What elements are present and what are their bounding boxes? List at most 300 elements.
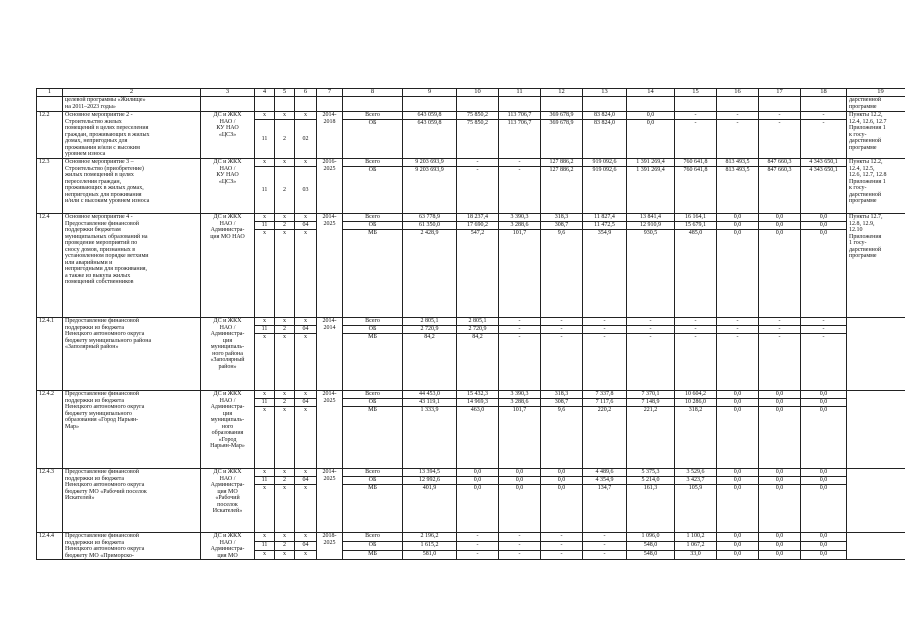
- value-cell: 463,0: [457, 407, 499, 469]
- column-header: 7: [317, 89, 343, 97]
- value-cell: 0,0: [717, 407, 759, 469]
- notes-cell: [847, 318, 905, 391]
- code-cell: x: [255, 407, 275, 469]
- value-cell: 0,0: [499, 485, 541, 533]
- column-header: 17: [759, 89, 801, 97]
- value-cell: -: [717, 120, 759, 159]
- code-cell: x: [295, 391, 317, 399]
- value-cell: -: [583, 533, 627, 542]
- value-cell: 0,0: [759, 214, 801, 222]
- value-cell: 113 706,7: [499, 112, 541, 120]
- value-cell: -: [457, 159, 499, 167]
- value-cell: 221,2: [627, 407, 675, 469]
- value-cell: -: [675, 326, 717, 334]
- table-cell: [201, 97, 255, 112]
- value-cell: 0,0: [627, 112, 675, 120]
- code-cell: x: [275, 485, 295, 533]
- value-cell: 643 059,8: [403, 112, 457, 120]
- value-cell: 548,0: [627, 551, 675, 560]
- value-cell: 643 059,8: [403, 120, 457, 159]
- value-cell: -: [499, 533, 541, 542]
- code-cell: x: [255, 318, 275, 326]
- value-cell: 0,0: [759, 469, 801, 477]
- value-cell: 0,0: [457, 485, 499, 533]
- column-header: 15: [675, 89, 717, 97]
- measure-name: целевой программы «Жилище» на 2011–2023 годы»: [63, 97, 201, 112]
- value-cell: 105,9: [675, 485, 717, 533]
- value-cell: 0,0: [759, 477, 801, 485]
- value-cell: 12 992,6: [403, 477, 457, 485]
- code-cell: 2: [275, 120, 295, 159]
- code-cell: x: [295, 159, 317, 167]
- value-cell: 15 432,3: [457, 391, 499, 399]
- value-cell: 0,0: [499, 469, 541, 477]
- code-cell: x: [255, 391, 275, 399]
- code-cell: x: [275, 469, 295, 477]
- table-cell: [457, 97, 499, 112]
- period-cell: 2014- 2025: [317, 214, 343, 318]
- value-cell: 760 641,8: [675, 167, 717, 214]
- table-row: [37, 318, 905, 326]
- row-code: 12.4.1: [37, 318, 63, 391]
- code-cell: 2: [275, 477, 295, 485]
- value-cell: 5 214,0: [627, 477, 675, 485]
- column-header: 18: [801, 89, 847, 97]
- value-cell: 0,0: [801, 399, 847, 407]
- funding-source: Всего: [343, 391, 403, 399]
- period-cell: 2014- 2025: [317, 391, 343, 469]
- value-cell: 3 390,3: [499, 214, 541, 222]
- value-cell: 0,0: [717, 477, 759, 485]
- column-header: 5: [275, 89, 295, 97]
- value-cell: 0,0: [759, 230, 801, 318]
- code-cell: x: [275, 112, 295, 120]
- measure-name: Предоставление финансовой поддержки из бюджета Ненецкого автономного округа бюджету муниципального района «Заполярный район»: [63, 318, 201, 391]
- value-cell: -: [627, 334, 675, 391]
- value-cell: -: [457, 551, 499, 560]
- value-cell: 919 092,6: [583, 159, 627, 167]
- value-cell: 18 237,4: [457, 214, 499, 222]
- measure-name: Основное мероприятие 2 - Строительство жилых помещений в целях переселения граждан, проживающих в жилых домах, непригодных для проживания и/или с высоким уровнем износа: [63, 112, 201, 159]
- value-cell: 4 489,6: [583, 469, 627, 477]
- column-header: 6: [295, 89, 317, 97]
- funding-source: МБ: [343, 334, 403, 391]
- row-code: 12.4.4: [37, 533, 63, 560]
- funding-source: Всего: [343, 318, 403, 326]
- funding-source: Всего: [343, 214, 403, 222]
- value-cell: -: [801, 334, 847, 391]
- value-cell: 2 720,9: [403, 326, 457, 334]
- value-cell: 1 096,0: [627, 533, 675, 542]
- value-cell: -: [801, 326, 847, 334]
- table-row: [37, 214, 905, 222]
- value-cell: 0,0: [759, 485, 801, 533]
- code-cell: 04: [295, 477, 317, 485]
- table-cell: [541, 97, 583, 112]
- value-cell: 84,2: [457, 334, 499, 391]
- measure-name: Предоставление финансовой поддержки из бюджета Ненецкого автономного округа бюджету МО «Рабочий поселок Искателей»: [63, 469, 201, 533]
- code-cell: 2: [275, 542, 295, 551]
- period-cell: 2014- 2025: [317, 469, 343, 533]
- value-cell: 1 333,9: [403, 407, 457, 469]
- notes-cell: [847, 391, 905, 469]
- value-cell: 0,0: [801, 542, 847, 551]
- period-cell: 2014- 2014: [317, 318, 343, 391]
- code-cell: x: [275, 159, 295, 167]
- table-cell: [675, 97, 717, 112]
- funding-source: ОБ: [343, 222, 403, 230]
- value-cell: 84,2: [403, 334, 457, 391]
- funding-source: Всего: [343, 533, 403, 542]
- value-cell: 354,9: [583, 230, 627, 318]
- value-cell: 0,0: [801, 485, 847, 533]
- code-cell: x: [295, 318, 317, 326]
- row-code: 12.3: [37, 159, 63, 214]
- value-cell: 548,0: [627, 542, 675, 551]
- funding-source: МБ: [343, 551, 403, 560]
- code-cell: x: [275, 407, 295, 469]
- value-cell: -: [541, 334, 583, 391]
- code-cell: x: [295, 485, 317, 533]
- value-cell: 3 390,3: [499, 391, 541, 399]
- value-cell: 0,0: [801, 391, 847, 399]
- value-cell: -: [759, 112, 801, 120]
- value-cell: -: [499, 167, 541, 214]
- value-cell: 11 827,4: [583, 214, 627, 222]
- code-cell: x: [295, 334, 317, 391]
- code-cell: 11: [255, 542, 275, 551]
- period-cell: 2018- 2025: [317, 533, 343, 560]
- value-cell: 0,0: [759, 222, 801, 230]
- column-header: 13: [583, 89, 627, 97]
- code-cell: x: [295, 112, 317, 120]
- value-cell: 0,0: [801, 469, 847, 477]
- value-cell: -: [457, 167, 499, 214]
- code-cell: x: [255, 334, 275, 391]
- code-cell: 11: [255, 120, 275, 159]
- value-cell: 2 428,9: [403, 230, 457, 318]
- executor-cell: ДС и ЖКХ НАО / КУ НАО «ЦСЗ»: [201, 159, 255, 214]
- code-cell: x: [275, 214, 295, 222]
- value-cell: 0,0: [457, 477, 499, 485]
- code-cell: x: [295, 230, 317, 318]
- code-cell: x: [255, 230, 275, 318]
- value-cell: 0,0: [801, 533, 847, 542]
- table-cell: [801, 97, 847, 112]
- code-cell: x: [255, 551, 275, 560]
- notes-cell: Пункты 12.2, 12.4, 12.6, 12.7 Приложения 1 к госу- дарственной программе: [847, 112, 905, 159]
- value-cell: 101,7: [499, 230, 541, 318]
- table-cell: [37, 97, 63, 112]
- code-cell: 11: [255, 222, 275, 230]
- funding-source: ОБ: [343, 542, 403, 551]
- value-cell: -: [457, 533, 499, 542]
- table-cell: [583, 97, 627, 112]
- row-code: 12.4.3: [37, 469, 63, 533]
- code-cell: 02: [295, 120, 317, 159]
- value-cell: -: [717, 112, 759, 120]
- notes-cell: дарственной программе: [847, 97, 905, 112]
- column-header: 12: [541, 89, 583, 97]
- value-cell: 3 529,6: [675, 469, 717, 477]
- column-header: 4: [255, 89, 275, 97]
- value-cell: -: [541, 533, 583, 542]
- code-cell: x: [275, 533, 295, 542]
- table-cell: [295, 97, 317, 112]
- value-cell: 1 100,2: [675, 533, 717, 542]
- value-cell: 0,0: [717, 469, 759, 477]
- code-cell: x: [255, 112, 275, 120]
- executor-cell: ДС и ЖКХ НАО / Администра- ция муниципаль- ного района «Заполярный район»: [201, 318, 255, 391]
- table-cell: [717, 97, 759, 112]
- value-cell: -: [759, 318, 801, 326]
- value-cell: 0,0: [717, 533, 759, 542]
- table-row: [37, 97, 905, 112]
- value-cell: -: [541, 551, 583, 560]
- code-cell: 2: [275, 326, 295, 334]
- column-header: 16: [717, 89, 759, 97]
- code-cell: x: [275, 318, 295, 326]
- value-cell: 401,9: [403, 485, 457, 533]
- value-cell: 0,0: [717, 391, 759, 399]
- value-cell: 0,0: [801, 477, 847, 485]
- value-cell: 0,0: [717, 551, 759, 560]
- code-cell: x: [295, 469, 317, 477]
- value-cell: 1 615,2: [403, 542, 457, 551]
- executor-cell: ДС и ЖКХ НАО / Администра- ция муниципаль- ного образования «Город Нарьян-Мар»: [201, 391, 255, 469]
- code-cell: 11: [255, 399, 275, 407]
- table-cell: [275, 97, 295, 112]
- value-cell: -: [627, 318, 675, 326]
- value-cell: 485,0: [675, 230, 717, 318]
- value-cell: -: [499, 334, 541, 391]
- value-cell: 7 370,1: [627, 391, 675, 399]
- code-cell: 03: [295, 167, 317, 214]
- code-cell: 2: [275, 167, 295, 214]
- value-cell: 0,0: [801, 230, 847, 318]
- period-cell: 2014- 2018: [317, 112, 343, 159]
- value-cell: 2 196,2: [403, 533, 457, 542]
- value-cell: 813 493,5: [717, 167, 759, 214]
- value-cell: 101,7: [499, 407, 541, 469]
- table-row: [37, 159, 905, 167]
- value-cell: 4 343 650,1: [801, 159, 847, 167]
- value-cell: 9,6: [541, 407, 583, 469]
- funding-source: ОБ: [343, 120, 403, 159]
- value-cell: 3 288,6: [499, 222, 541, 230]
- value-cell: -: [759, 120, 801, 159]
- table-cell: [759, 97, 801, 112]
- value-cell: 813 493,5: [717, 159, 759, 167]
- row-code: 12.4: [37, 214, 63, 318]
- table-cell: [317, 97, 343, 112]
- value-cell: 16 164,1: [675, 214, 717, 222]
- value-cell: 11 472,5: [583, 222, 627, 230]
- value-cell: 318,3: [541, 214, 583, 222]
- value-cell: 0,0: [717, 222, 759, 230]
- code-cell: 04: [295, 542, 317, 551]
- column-header: 3: [201, 89, 255, 97]
- value-cell: -: [801, 120, 847, 159]
- value-cell: -: [583, 542, 627, 551]
- funding-source: МБ: [343, 407, 403, 469]
- value-cell: 61 350,0: [403, 222, 457, 230]
- value-cell: 83 824,0: [583, 120, 627, 159]
- value-cell: 847 660,3: [759, 159, 801, 167]
- table-header-row: [37, 89, 905, 97]
- funding-source: МБ: [343, 485, 403, 533]
- value-cell: 0,0: [499, 477, 541, 485]
- value-cell: 161,3: [627, 485, 675, 533]
- value-cell: 318,2: [675, 407, 717, 469]
- value-cell: -: [675, 318, 717, 326]
- table-row: [37, 469, 905, 477]
- value-cell: 1 067,2: [675, 542, 717, 551]
- value-cell: -: [583, 334, 627, 391]
- value-cell: 15 679,1: [675, 222, 717, 230]
- column-header: 2: [63, 89, 201, 97]
- value-cell: 0,0: [717, 399, 759, 407]
- value-cell: 10 286,0: [675, 399, 717, 407]
- value-cell: -: [717, 334, 759, 391]
- budget-table: [36, 88, 905, 560]
- table-cell: [627, 97, 675, 112]
- value-cell: 13 841,4: [627, 214, 675, 222]
- value-cell: -: [499, 326, 541, 334]
- value-cell: 0,0: [457, 469, 499, 477]
- code-cell: 04: [295, 222, 317, 230]
- code-cell: x: [255, 214, 275, 222]
- value-cell: 0,0: [717, 542, 759, 551]
- code-cell: 11: [255, 167, 275, 214]
- value-cell: -: [583, 551, 627, 560]
- value-cell: 0,0: [801, 214, 847, 222]
- value-cell: 12 910,9: [627, 222, 675, 230]
- value-cell: 17 690,2: [457, 222, 499, 230]
- value-cell: -: [675, 334, 717, 391]
- value-cell: 10 604,2: [675, 391, 717, 399]
- table-cell: [255, 97, 275, 112]
- value-cell: 0,0: [759, 551, 801, 560]
- value-cell: 14 969,3: [457, 399, 499, 407]
- value-cell: 127 886,2: [541, 159, 583, 167]
- value-cell: 0,0: [541, 477, 583, 485]
- value-cell: -: [541, 542, 583, 551]
- measure-name: Предоставление финансовой поддержки из бюджета Ненецкого автономного округа бюджету муниципального образования «Город Нарьян- Мар»: [63, 391, 201, 469]
- value-cell: 220,2: [583, 407, 627, 469]
- column-header: 11: [499, 89, 541, 97]
- value-cell: 0,0: [801, 222, 847, 230]
- executor-cell: ДС и ЖКХ НАО / Администра- ция МО НАО: [201, 214, 255, 318]
- measure-name: Предоставление финансовой поддержки из бюджета Ненецкого автономного округа бюджету МО «Приморско-: [63, 533, 201, 560]
- value-cell: -: [759, 326, 801, 334]
- code-cell: x: [275, 391, 295, 399]
- column-header: 1: [37, 89, 63, 97]
- code-cell: x: [255, 533, 275, 542]
- value-cell: 83 824,0: [583, 112, 627, 120]
- value-cell: 134,7: [583, 485, 627, 533]
- executor-cell: ДС и ЖКХ НАО / Администра- ция МО: [201, 533, 255, 560]
- value-cell: -: [541, 318, 583, 326]
- value-cell: -: [499, 551, 541, 560]
- code-cell: 2: [275, 222, 295, 230]
- row-code: 12.2: [37, 112, 63, 159]
- executor-cell: ДС и ЖКХ НАО / Администра- ция МО «Рабочий поселок Искателей»: [201, 469, 255, 533]
- value-cell: 0,0: [801, 407, 847, 469]
- code-cell: x: [295, 407, 317, 469]
- notes-cell: Пункты 12.2, 12.4, 12.5, 12.6, 12.7, 12.8 Приложения 1 к госу- дарственной программе: [847, 159, 905, 214]
- table-cell: [499, 97, 541, 112]
- code-cell: 11: [255, 326, 275, 334]
- value-cell: -: [583, 318, 627, 326]
- table-cell: [403, 97, 457, 112]
- value-cell: 0,0: [801, 551, 847, 560]
- value-cell: 308,7: [541, 222, 583, 230]
- notes-cell: [847, 533, 905, 560]
- value-cell: 43 119,1: [403, 399, 457, 407]
- code-cell: 11: [255, 477, 275, 485]
- value-cell: 75 850,2: [457, 120, 499, 159]
- value-cell: 13 394,5: [403, 469, 457, 477]
- table-row: [37, 391, 905, 399]
- value-cell: 760 641,8: [675, 159, 717, 167]
- funding-source: МБ: [343, 230, 403, 318]
- code-cell: x: [295, 214, 317, 222]
- value-cell: 847 660,3: [759, 167, 801, 214]
- value-cell: 7 117,6: [583, 399, 627, 407]
- code-cell: x: [275, 334, 295, 391]
- code-cell: x: [295, 533, 317, 542]
- value-cell: 63 778,9: [403, 214, 457, 222]
- value-cell: 919 092,6: [583, 167, 627, 214]
- value-cell: -: [801, 318, 847, 326]
- column-header: 10: [457, 89, 499, 97]
- value-cell: 2 805,1: [457, 318, 499, 326]
- code-cell: 04: [295, 326, 317, 334]
- value-cell: -: [759, 334, 801, 391]
- value-cell: 0,0: [717, 230, 759, 318]
- column-header: 8: [343, 89, 403, 97]
- value-cell: 44 453,0: [403, 391, 457, 399]
- value-cell: -: [675, 120, 717, 159]
- value-cell: 369 678,9: [541, 120, 583, 159]
- value-cell: 2 805,1: [403, 318, 457, 326]
- value-cell: 0,0: [541, 469, 583, 477]
- value-cell: 113 706,7: [499, 120, 541, 159]
- column-header: 14: [627, 89, 675, 97]
- value-cell: 0,0: [759, 391, 801, 399]
- value-cell: -: [499, 159, 541, 167]
- value-cell: 318,3: [541, 391, 583, 399]
- code-cell: x: [275, 230, 295, 318]
- table-cell: [343, 97, 403, 112]
- value-cell: 75 850,2: [457, 112, 499, 120]
- value-cell: 0,0: [541, 485, 583, 533]
- value-cell: -: [801, 112, 847, 120]
- code-cell: 2: [275, 399, 295, 407]
- value-cell: 547,2: [457, 230, 499, 318]
- column-header: 9: [403, 89, 457, 97]
- code-cell: 04: [295, 399, 317, 407]
- funding-source: ОБ: [343, 399, 403, 407]
- executor-cell: ДС и ЖКХ НАО / КУ НАО «ЦСЗ»: [201, 112, 255, 159]
- code-cell: x: [295, 551, 317, 560]
- value-cell: 0,0: [717, 214, 759, 222]
- period-cell: 2016- 2025: [317, 159, 343, 214]
- value-cell: 0,0: [627, 120, 675, 159]
- column-header: 19: [847, 89, 905, 97]
- value-cell: 581,0: [403, 551, 457, 560]
